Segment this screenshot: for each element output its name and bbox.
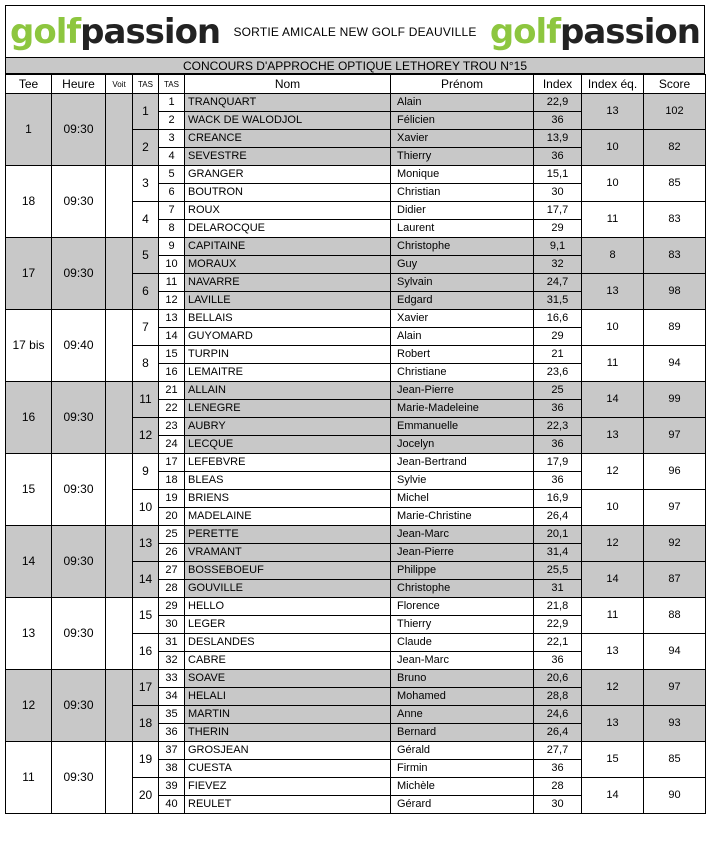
- player-nom: PERETTE: [185, 526, 391, 544]
- player-index: 15,1: [534, 166, 582, 184]
- player-nom: ROUX: [185, 202, 391, 220]
- player-prenom: Thierry: [391, 616, 534, 634]
- player-tas-cell: 31: [159, 634, 185, 652]
- table-body: [6, 94, 706, 814]
- player-tas-cell: 7: [159, 202, 185, 220]
- player-tas-cell: 30: [159, 616, 185, 634]
- player-tas-cell: 27: [159, 562, 185, 580]
- team-index-eq: 10: [582, 130, 644, 166]
- team-score: 96: [644, 454, 706, 490]
- tee-cell: 11: [6, 742, 52, 814]
- voit-cell: [106, 238, 133, 310]
- player-nom: BOUTRON: [185, 184, 391, 202]
- team-index-eq: 14: [582, 562, 644, 598]
- player-nom: LEMAITRE: [185, 364, 391, 382]
- player-nom: MADELAINE: [185, 508, 391, 526]
- player-index: 29: [534, 328, 582, 346]
- player-index: 21: [534, 346, 582, 364]
- player-prenom: Gérard: [391, 796, 534, 814]
- team-score: 97: [644, 670, 706, 706]
- team-tas-cell: 8: [133, 346, 159, 382]
- heure-cell: 09:30: [52, 238, 106, 310]
- team-index-eq: 13: [582, 634, 644, 670]
- team-tas-cell: 5: [133, 238, 159, 274]
- team-index-eq: 10: [582, 310, 644, 346]
- player-prenom: Michèle: [391, 778, 534, 796]
- tee-cell: 18: [6, 166, 52, 238]
- player-tas-cell: 3: [159, 130, 185, 148]
- team-tas-cell: 4: [133, 202, 159, 238]
- team-tas-cell: 19: [133, 742, 159, 778]
- player-tas-cell: 28: [159, 580, 185, 598]
- team-score: 99: [644, 382, 706, 418]
- player-tas-cell: 20: [159, 508, 185, 526]
- player-nom: CREANCE: [185, 130, 391, 148]
- player-nom: CAPITAINE: [185, 238, 391, 256]
- col-prenom: Prénom: [391, 75, 534, 94]
- tee-cell: 15: [6, 454, 52, 526]
- player-nom: GRANGER: [185, 166, 391, 184]
- player-nom: HELALI: [185, 688, 391, 706]
- player-nom: LENEGRE: [185, 400, 391, 418]
- player-nom: BRIENS: [185, 490, 391, 508]
- player-index: 36: [534, 148, 582, 166]
- contest-title: CONCOURS D'APPROCHE OPTIQUE LETHOREY TROU N°15: [5, 57, 705, 74]
- team-tas-cell: 16: [133, 634, 159, 670]
- player-prenom: Jean-Pierre: [391, 544, 534, 562]
- col-heure: Heure: [52, 75, 106, 94]
- voit-cell: [106, 742, 133, 814]
- team-score: 85: [644, 166, 706, 202]
- player-prenom: Jean-Marc: [391, 526, 534, 544]
- table-row: [6, 310, 706, 328]
- heure-cell: 09:40: [52, 310, 106, 382]
- player-index: 24,6: [534, 706, 582, 724]
- player-index: 30: [534, 184, 582, 202]
- player-index: 29: [534, 220, 582, 238]
- player-index: 26,4: [534, 508, 582, 526]
- table-row: [6, 742, 706, 760]
- player-tas-cell: 39: [159, 778, 185, 796]
- table-row: [6, 94, 706, 112]
- team-score: 85: [644, 742, 706, 778]
- player-index: 31: [534, 580, 582, 598]
- team-score: 89: [644, 310, 706, 346]
- player-tas-cell: 23: [159, 418, 185, 436]
- player-tas-cell: 11: [159, 274, 185, 292]
- player-prenom: Firmin: [391, 760, 534, 778]
- player-prenom: Thierry: [391, 148, 534, 166]
- col-tas-team: TAS: [133, 75, 159, 94]
- player-nom: GROSJEAN: [185, 742, 391, 760]
- tee-cell: 16: [6, 382, 52, 454]
- player-prenom: Jean-Bertrand: [391, 454, 534, 472]
- player-nom: SOAVE: [185, 670, 391, 688]
- player-index: 36: [534, 652, 582, 670]
- heure-cell: 09:30: [52, 598, 106, 670]
- start-sheet: [5, 5, 705, 814]
- player-index: 20,6: [534, 670, 582, 688]
- team-score: 93: [644, 706, 706, 742]
- player-tas-cell: 26: [159, 544, 185, 562]
- team-score: 83: [644, 202, 706, 238]
- tee-cell: 17 bis: [6, 310, 52, 382]
- player-tas-cell: 18: [159, 472, 185, 490]
- heure-cell: 09:30: [52, 382, 106, 454]
- team-tas-cell: 9: [133, 454, 159, 490]
- team-index-eq: 10: [582, 490, 644, 526]
- player-prenom: Jean-Pierre: [391, 382, 534, 400]
- tee-cell: 12: [6, 670, 52, 742]
- player-tas-cell: 6: [159, 184, 185, 202]
- player-nom: BELLAIS: [185, 310, 391, 328]
- player-prenom: Laurent: [391, 220, 534, 238]
- player-index: 17,7: [534, 202, 582, 220]
- team-tas-cell: 3: [133, 166, 159, 202]
- team-score: 90: [644, 778, 706, 814]
- player-nom: CABRE: [185, 652, 391, 670]
- team-index-eq: 8: [582, 238, 644, 274]
- tee-cell: 1: [6, 94, 52, 166]
- team-index-eq: 12: [582, 526, 644, 562]
- player-nom: LEFEBVRE: [185, 454, 391, 472]
- team-index-eq: 12: [582, 670, 644, 706]
- player-prenom: Didier: [391, 202, 534, 220]
- player-index: 22,3: [534, 418, 582, 436]
- player-index: 30: [534, 796, 582, 814]
- player-prenom: Alain: [391, 328, 534, 346]
- player-tas-cell: 37: [159, 742, 185, 760]
- team-index-eq: 13: [582, 94, 644, 130]
- player-prenom: Sylvain: [391, 274, 534, 292]
- voit-cell: [106, 382, 133, 454]
- player-index: 28: [534, 778, 582, 796]
- team-index-eq: 12: [582, 454, 644, 490]
- table-row: [6, 238, 706, 256]
- table-row: [6, 598, 706, 616]
- team-score: 92: [644, 526, 706, 562]
- player-prenom: Gérald: [391, 742, 534, 760]
- player-nom: DESLANDES: [185, 634, 391, 652]
- team-index-eq: 14: [582, 778, 644, 814]
- player-index: 26,4: [534, 724, 582, 742]
- player-tas-cell: 2: [159, 112, 185, 130]
- player-prenom: Marie-Madeleine: [391, 400, 534, 418]
- player-prenom: Marie-Christine: [391, 508, 534, 526]
- player-index: 21,8: [534, 598, 582, 616]
- player-tas-cell: 15: [159, 346, 185, 364]
- player-index: 27,7: [534, 742, 582, 760]
- team-index-eq: 10: [582, 166, 644, 202]
- player-tas-cell: 34: [159, 688, 185, 706]
- team-score: 94: [644, 634, 706, 670]
- heure-cell: 09:30: [52, 670, 106, 742]
- player-tas-cell: 4: [159, 148, 185, 166]
- player-nom: SEVESTRE: [185, 148, 391, 166]
- logo-right: golfpassion: [489, 11, 700, 52]
- player-tas-cell: 22: [159, 400, 185, 418]
- player-prenom: Jean-Marc: [391, 652, 534, 670]
- col-voit: Voit: [106, 75, 133, 94]
- player-nom: MARTIN: [185, 706, 391, 724]
- player-index: 16,6: [534, 310, 582, 328]
- heure-cell: 09:30: [52, 742, 106, 814]
- team-index-eq: 15: [582, 742, 644, 778]
- player-index: 36: [534, 472, 582, 490]
- team-score: 94: [644, 346, 706, 382]
- table-row: [6, 382, 706, 400]
- player-nom: BOSSEBOEUF: [185, 562, 391, 580]
- player-prenom: Emmanuelle: [391, 418, 534, 436]
- player-tas-cell: 25: [159, 526, 185, 544]
- player-prenom: Sylvie: [391, 472, 534, 490]
- player-prenom: Monique: [391, 166, 534, 184]
- team-index-eq: 11: [582, 202, 644, 238]
- player-nom: LEGER: [185, 616, 391, 634]
- player-tas-cell: 13: [159, 310, 185, 328]
- player-nom: GOUVILLE: [185, 580, 391, 598]
- col-tas-player: TAS: [159, 75, 185, 94]
- player-nom: MORAUX: [185, 256, 391, 274]
- player-prenom: Jocelyn: [391, 436, 534, 454]
- player-nom: DELAROCQUE: [185, 220, 391, 238]
- team-tas-cell: 6: [133, 274, 159, 310]
- player-index: 36: [534, 436, 582, 454]
- player-index: 23,6: [534, 364, 582, 382]
- player-prenom: Christian: [391, 184, 534, 202]
- player-prenom: Claude: [391, 634, 534, 652]
- logo-left: golfpassion: [10, 11, 221, 52]
- team-score: 97: [644, 418, 706, 454]
- team-index-eq: 11: [582, 598, 644, 634]
- team-index-eq: 11: [582, 346, 644, 382]
- tee-cell: 14: [6, 526, 52, 598]
- table-row: [6, 166, 706, 184]
- player-index: 31,5: [534, 292, 582, 310]
- player-nom: NAVARRE: [185, 274, 391, 292]
- player-tas-cell: 35: [159, 706, 185, 724]
- player-index: 24,7: [534, 274, 582, 292]
- player-index: 31,4: [534, 544, 582, 562]
- player-index: 32: [534, 256, 582, 274]
- player-tas-cell: 24: [159, 436, 185, 454]
- heure-cell: 09:30: [52, 454, 106, 526]
- team-tas-cell: 17: [133, 670, 159, 706]
- player-tas-cell: 19: [159, 490, 185, 508]
- player-tas-cell: 40: [159, 796, 185, 814]
- player-index: 17,9: [534, 454, 582, 472]
- player-nom: LAVILLE: [185, 292, 391, 310]
- player-tas-cell: 14: [159, 328, 185, 346]
- team-score: 83: [644, 238, 706, 274]
- player-nom: CUESTA: [185, 760, 391, 778]
- player-index: 25,5: [534, 562, 582, 580]
- player-index: 20,1: [534, 526, 582, 544]
- player-tas-cell: 5: [159, 166, 185, 184]
- player-tas-cell: 17: [159, 454, 185, 472]
- player-prenom: Florence: [391, 598, 534, 616]
- voit-cell: [106, 94, 133, 166]
- player-prenom: Bernard: [391, 724, 534, 742]
- player-tas-cell: 33: [159, 670, 185, 688]
- team-score: 98: [644, 274, 706, 310]
- team-index-eq: 13: [582, 706, 644, 742]
- heure-cell: 09:30: [52, 94, 106, 166]
- player-index: 36: [534, 400, 582, 418]
- start-table: [5, 74, 706, 814]
- player-tas-cell: 12: [159, 292, 185, 310]
- player-prenom: Guy: [391, 256, 534, 274]
- player-prenom: Robert: [391, 346, 534, 364]
- team-tas-cell: 12: [133, 418, 159, 454]
- team-score: 97: [644, 490, 706, 526]
- team-tas-cell: 15: [133, 598, 159, 634]
- player-tas-cell: 9: [159, 238, 185, 256]
- team-tas-cell: 11: [133, 382, 159, 418]
- player-prenom: Philippe: [391, 562, 534, 580]
- team-score: 102: [644, 94, 706, 130]
- player-prenom: Bruno: [391, 670, 534, 688]
- player-prenom: Michel: [391, 490, 534, 508]
- player-prenom: Anne: [391, 706, 534, 724]
- team-tas-cell: 10: [133, 490, 159, 526]
- player-tas-cell: 32: [159, 652, 185, 670]
- team-tas-cell: 18: [133, 706, 159, 742]
- player-tas-cell: 36: [159, 724, 185, 742]
- team-score: 88: [644, 598, 706, 634]
- team-tas-cell: 20: [133, 778, 159, 814]
- player-nom: GUYOMARD: [185, 328, 391, 346]
- team-score: 82: [644, 130, 706, 166]
- col-score: Score: [644, 75, 706, 94]
- player-index: 28,8: [534, 688, 582, 706]
- player-nom: VRAMANT: [185, 544, 391, 562]
- player-prenom: Xavier: [391, 130, 534, 148]
- player-index: 22,1: [534, 634, 582, 652]
- voit-cell: [106, 526, 133, 598]
- team-index-eq: 14: [582, 382, 644, 418]
- table-row: [6, 670, 706, 688]
- player-index: 36: [534, 760, 582, 778]
- player-prenom: Mohamed: [391, 688, 534, 706]
- table-row: [6, 526, 706, 544]
- player-index: 22,9: [534, 616, 582, 634]
- tee-cell: 13: [6, 598, 52, 670]
- player-index: 25: [534, 382, 582, 400]
- player-tas-cell: 8: [159, 220, 185, 238]
- heure-cell: 09:30: [52, 526, 106, 598]
- player-tas-cell: 29: [159, 598, 185, 616]
- heure-cell: 09:30: [52, 166, 106, 238]
- player-nom: TURPIN: [185, 346, 391, 364]
- player-nom: REULET: [185, 796, 391, 814]
- player-tas-cell: 10: [159, 256, 185, 274]
- player-tas-cell: 16: [159, 364, 185, 382]
- team-index-eq: 13: [582, 418, 644, 454]
- player-nom: ALLAIN: [185, 382, 391, 400]
- player-tas-cell: 1: [159, 94, 185, 112]
- player-index: 13,9: [534, 130, 582, 148]
- player-prenom: Christophe: [391, 580, 534, 598]
- col-index: Index: [534, 75, 582, 94]
- voit-cell: [106, 166, 133, 238]
- team-tas-cell: 14: [133, 562, 159, 598]
- player-prenom: Xavier: [391, 310, 534, 328]
- player-index: 22,9: [534, 94, 582, 112]
- player-nom: THERIN: [185, 724, 391, 742]
- player-prenom: Félicien: [391, 112, 534, 130]
- player-nom: HELLO: [185, 598, 391, 616]
- player-prenom: Alain: [391, 94, 534, 112]
- sheet-header: [5, 5, 705, 57]
- team-tas-cell: 7: [133, 310, 159, 346]
- player-prenom: Christiane: [391, 364, 534, 382]
- voit-cell: [106, 598, 133, 670]
- team-index-eq: 13: [582, 274, 644, 310]
- team-tas-cell: 2: [133, 130, 159, 166]
- header-row: [6, 75, 706, 94]
- col-tee: Tee: [6, 75, 52, 94]
- col-index-eq: Index éq.: [582, 75, 644, 94]
- team-score: 87: [644, 562, 706, 598]
- event-title: SORTIE AMICALE NEW GOLF DEAUVILLE: [233, 24, 477, 39]
- player-nom: AUBRY: [185, 418, 391, 436]
- player-prenom: Christophe: [391, 238, 534, 256]
- player-tas-cell: 21: [159, 382, 185, 400]
- player-nom: BLEAS: [185, 472, 391, 490]
- table-row: [6, 454, 706, 472]
- player-index: 36: [534, 112, 582, 130]
- voit-cell: [106, 670, 133, 742]
- player-index: 9,1: [534, 238, 582, 256]
- player-tas-cell: 38: [159, 760, 185, 778]
- team-tas-cell: 1: [133, 94, 159, 130]
- player-nom: TRANQUART: [185, 94, 391, 112]
- player-prenom: Edgard: [391, 292, 534, 310]
- tee-cell: 17: [6, 238, 52, 310]
- team-tas-cell: 13: [133, 526, 159, 562]
- player-nom: WACK DE WALODJOL: [185, 112, 391, 130]
- player-nom: FIEVEZ: [185, 778, 391, 796]
- col-nom: Nom: [185, 75, 391, 94]
- player-index: 16,9: [534, 490, 582, 508]
- player-nom: LECQUE: [185, 436, 391, 454]
- voit-cell: [106, 310, 133, 382]
- voit-cell: [106, 454, 133, 526]
